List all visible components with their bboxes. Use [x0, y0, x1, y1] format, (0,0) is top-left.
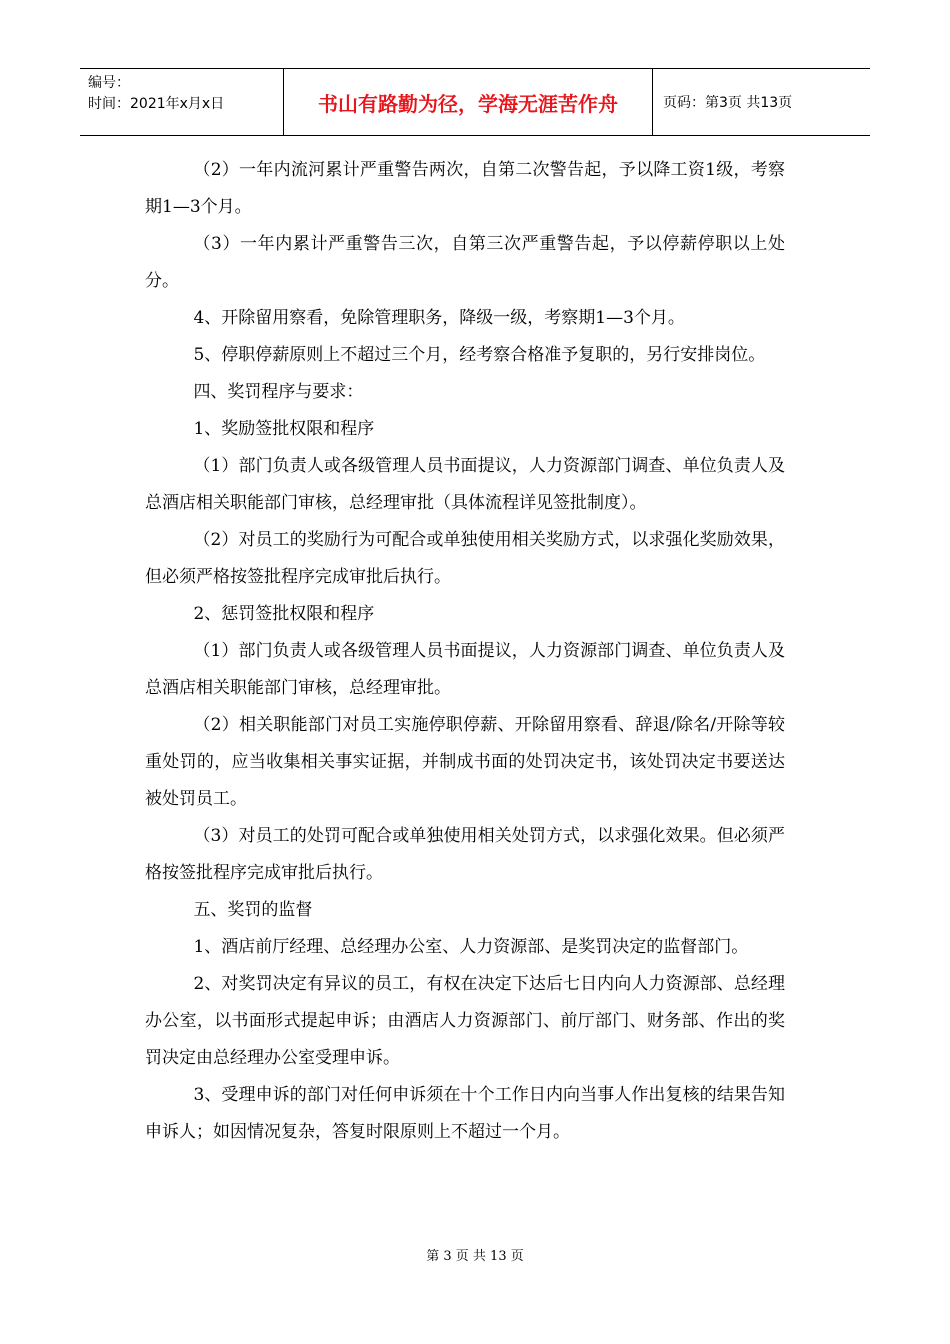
- paragraph: （3）对员工的处罚可配合或单独使用相关处罚方式，以求强化效果。但必须严格按签批程序完成审批后执行。: [145, 826, 785, 883]
- section-heading: 五、奖罚的监督: [193, 900, 313, 920]
- paragraph: 3、受理申诉的部门对任何申诉须在十个工作日内向当事人作出复核的结果告知申诉人；如因情况复杂，答复时限原则上不超过一个月。: [145, 1085, 785, 1142]
- subsection-heading: 2、惩罚签批权限和程序: [193, 604, 375, 624]
- paragraph: （1）部门负责人或各级管理人员书面提议，人力资源部门调查、单位负责人及总酒店相关职能部门审核，总经理审批（具体流程详见签批制度）。: [145, 456, 785, 513]
- paragraph: 5、停职停薪原则上不超过三个月，经考察合格准予复职的，另行安排岗位。: [193, 345, 766, 365]
- header-page-info: 页码：第3页 共13页: [663, 95, 793, 111]
- paragraph: （2）对员工的奖励行为可配合或单独使用相关奖励方式，以求强化奖励效果，但必须严格按签批程序完成审批后执行。: [145, 530, 785, 587]
- paragraph: （1）部门负责人或各级管理人员书面提议，人力资源部门调查、单位负责人及总酒店相关职能部门审核，总经理审批。: [145, 641, 785, 698]
- paragraph: （2）相关职能部门对员工实施停职停薪、开除留用察看、辞退/除名/开除等较重处罚的，应当收集相关事实证据，并制成书面的处罚决定书，该处罚决定书要送达被处罚员工。: [145, 715, 785, 809]
- page-footer: 第 3 页 共 13 页: [426, 1249, 524, 1264]
- paragraph: 1、酒店前厅经理、总经理办公室、人力资源部、是奖罚决定的监督部门。: [193, 937, 749, 957]
- header-meta: [80, 69, 283, 135]
- paragraph: 4、开除留用察看，免除管理职务，降级一级，考察期1—3个月。: [193, 308, 685, 328]
- page-header: [80, 68, 870, 136]
- document-body: [145, 152, 785, 1151]
- header-motto: 书山有路勤为径，学海无涯苦作舟: [283, 69, 653, 135]
- document-date: 时间：2021年x月x日: [88, 96, 225, 112]
- paragraph: 2、对奖罚决定有异议的员工，有权在决定下达后七日内向人力资源部、总经理办公室，以书面形式提起申诉；由酒店人力资源部门、前厅部门、财务部、作出的奖罚决定由总经理办公室受理申诉。: [145, 974, 785, 1068]
- section-heading: 四、奖罚程序与要求：: [193, 382, 364, 402]
- document-number-label: 编号：: [88, 75, 130, 91]
- subsection-heading: 1、奖励签批权限和程序: [193, 419, 375, 439]
- paragraph: （3）一年内累计严重警告三次，自第三次严重警告起，予以停薪停职以上处分。: [145, 234, 785, 291]
- paragraph: （2）一年内流河累计严重警告两次，自第二次警告起，予以降工资1级，考察期1—3个月。: [145, 160, 785, 217]
